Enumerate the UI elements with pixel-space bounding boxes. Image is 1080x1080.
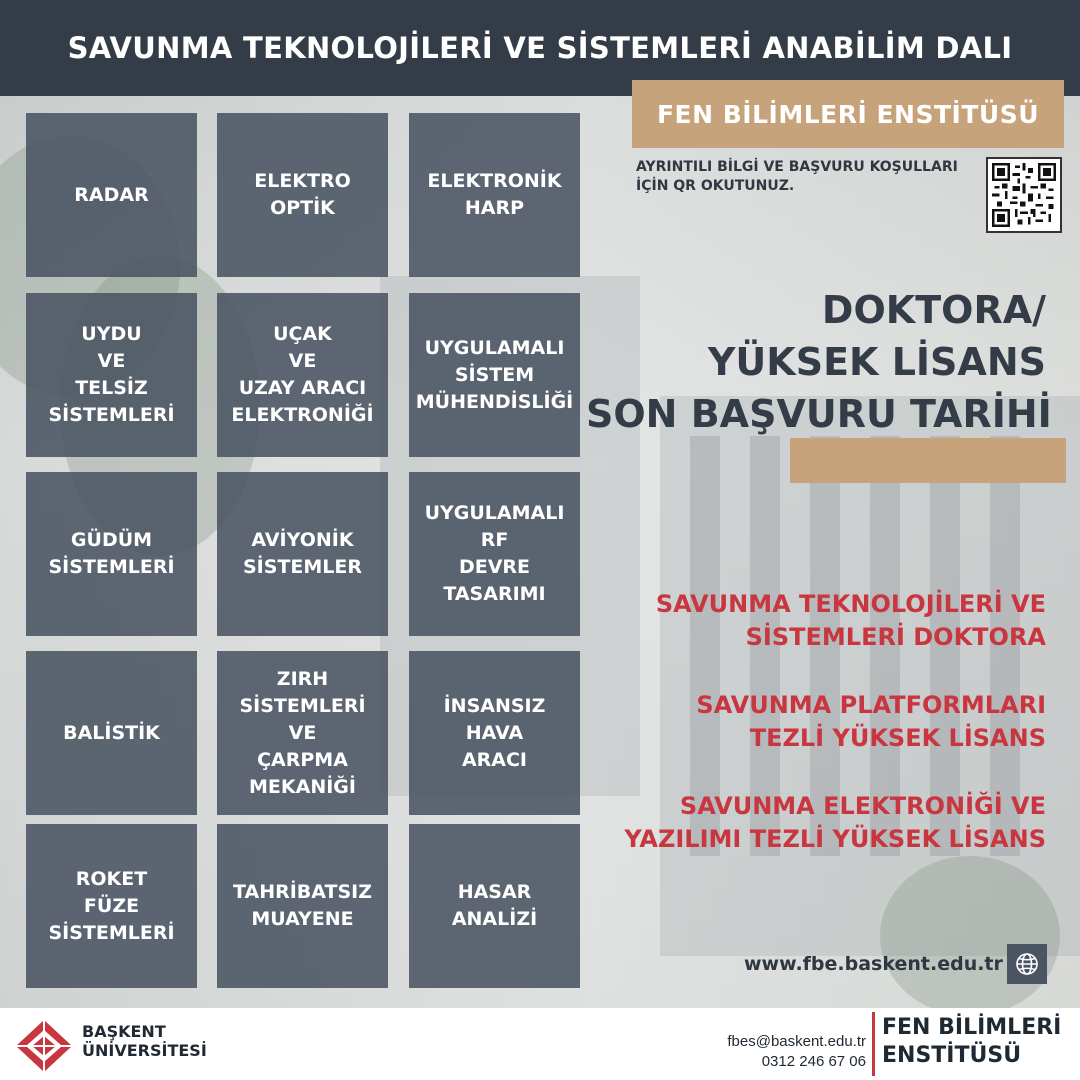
university-name: BAŞKENT ÜNİVERSİTESİ xyxy=(82,1022,207,1060)
area-tile xyxy=(26,293,197,457)
program-line: SAVUNMA TEKNOLOJİLERİ VE xyxy=(655,590,1046,618)
area-tile xyxy=(409,651,580,815)
area-tile xyxy=(217,472,388,636)
department-title: SAVUNMA TEKNOLOJİLERİ VE SİSTEMLERİ ANABİLİM DALI xyxy=(67,31,1013,65)
area-tile xyxy=(217,113,388,277)
contact-phone[interactable]: 0312 246 67 06 xyxy=(761,1053,866,1070)
program-line: SAVUNMA ELEKTRONİĞİ VE xyxy=(679,792,1046,820)
area-label: UÇAK VE UZAY ARACI ELEKTRONİĞİ xyxy=(231,323,374,426)
area-tile xyxy=(26,113,197,277)
area-label: BALİSTİK xyxy=(63,721,160,744)
footer-institute-name: FEN BİLİMLERİ ENSTİTÜSÜ xyxy=(882,1015,1062,1068)
program-item xyxy=(576,689,1046,755)
area-tile xyxy=(409,472,580,636)
area-label: RADAR xyxy=(74,183,149,206)
area-label: UYGULAMALI SİSTEM MÜHENDİSLİĞİ xyxy=(415,336,574,413)
area-tile xyxy=(26,824,197,988)
website-link[interactable]: www.fbe.baskent.edu.tr xyxy=(744,953,1003,975)
deadline-date-bar xyxy=(790,438,1066,483)
footer-divider xyxy=(872,1012,875,1076)
area-tile xyxy=(26,651,197,815)
globe-icon[interactable] xyxy=(1007,944,1047,984)
area-tile xyxy=(409,824,580,988)
contact-info xyxy=(727,1032,866,1072)
area-label: HASAR ANALİZİ xyxy=(451,881,538,930)
area-label: AVİYONİK SİSTEMLER xyxy=(242,529,362,578)
area-tile xyxy=(409,113,580,277)
program-line: TEZLİ YÜKSEK LİSANS xyxy=(749,724,1046,752)
area-label: ROKET FÜZE SİSTEMLERİ xyxy=(48,867,175,944)
program-line: YAZILIMI TEZLİ YÜKSEK LİSANS xyxy=(624,825,1046,853)
institute-badge-label: FEN BİLİMLERİ ENSTİTÜSÜ xyxy=(656,99,1040,129)
program-line: SİSTEMLERİ DOKTORA xyxy=(745,623,1046,651)
qr-instruction: AYRINTILI BİLGİ VE BAŞVURU KOŞULLARI İÇİN QR OKUTUNUZ. xyxy=(636,159,958,194)
footer xyxy=(0,1008,1080,1080)
area-label: UYGULAMALI RF DEVRE TASARIMI xyxy=(424,502,565,605)
deadline-line-1: DOKTORA/ xyxy=(821,288,1046,332)
program-item xyxy=(576,790,1046,856)
deadline-line-2: YÜKSEK LİSANS xyxy=(707,340,1046,384)
program-line: SAVUNMA PLATFORMLARI xyxy=(696,691,1046,719)
area-label: İNSANSIZ HAVA ARACI xyxy=(443,694,546,771)
area-label: ELEKTRONİK HARP xyxy=(427,170,562,219)
program-item xyxy=(576,588,1046,654)
area-label: ELEKTRO OPTİK xyxy=(254,170,351,219)
contact-email[interactable]: fbes@baskent.edu.tr xyxy=(727,1033,866,1050)
area-label: UYDU VE TELSİZ SİSTEMLERİ xyxy=(48,323,175,426)
area-tile xyxy=(217,651,388,815)
baskent-logo-icon xyxy=(14,1018,74,1074)
area-label: GÜDÜM SİSTEMLERİ xyxy=(48,529,175,578)
area-tile xyxy=(217,293,388,457)
deadline-line-3: SON BAŞVURU TARİHİ xyxy=(586,392,1052,436)
qr-code-icon[interactable] xyxy=(986,157,1062,233)
research-areas-grid xyxy=(26,113,580,988)
area-tile xyxy=(217,824,388,988)
area-tile xyxy=(26,472,197,636)
deadline-heading xyxy=(586,284,1052,440)
institute-badge xyxy=(632,80,1064,148)
program-list xyxy=(576,588,1046,891)
area-tile xyxy=(409,293,580,457)
area-label: TAHRİBATSIZ MUAYENE xyxy=(233,881,372,930)
area-label: ZIRH SİSTEMLERİ VE ÇARPMA MEKANİĞİ xyxy=(239,667,366,798)
